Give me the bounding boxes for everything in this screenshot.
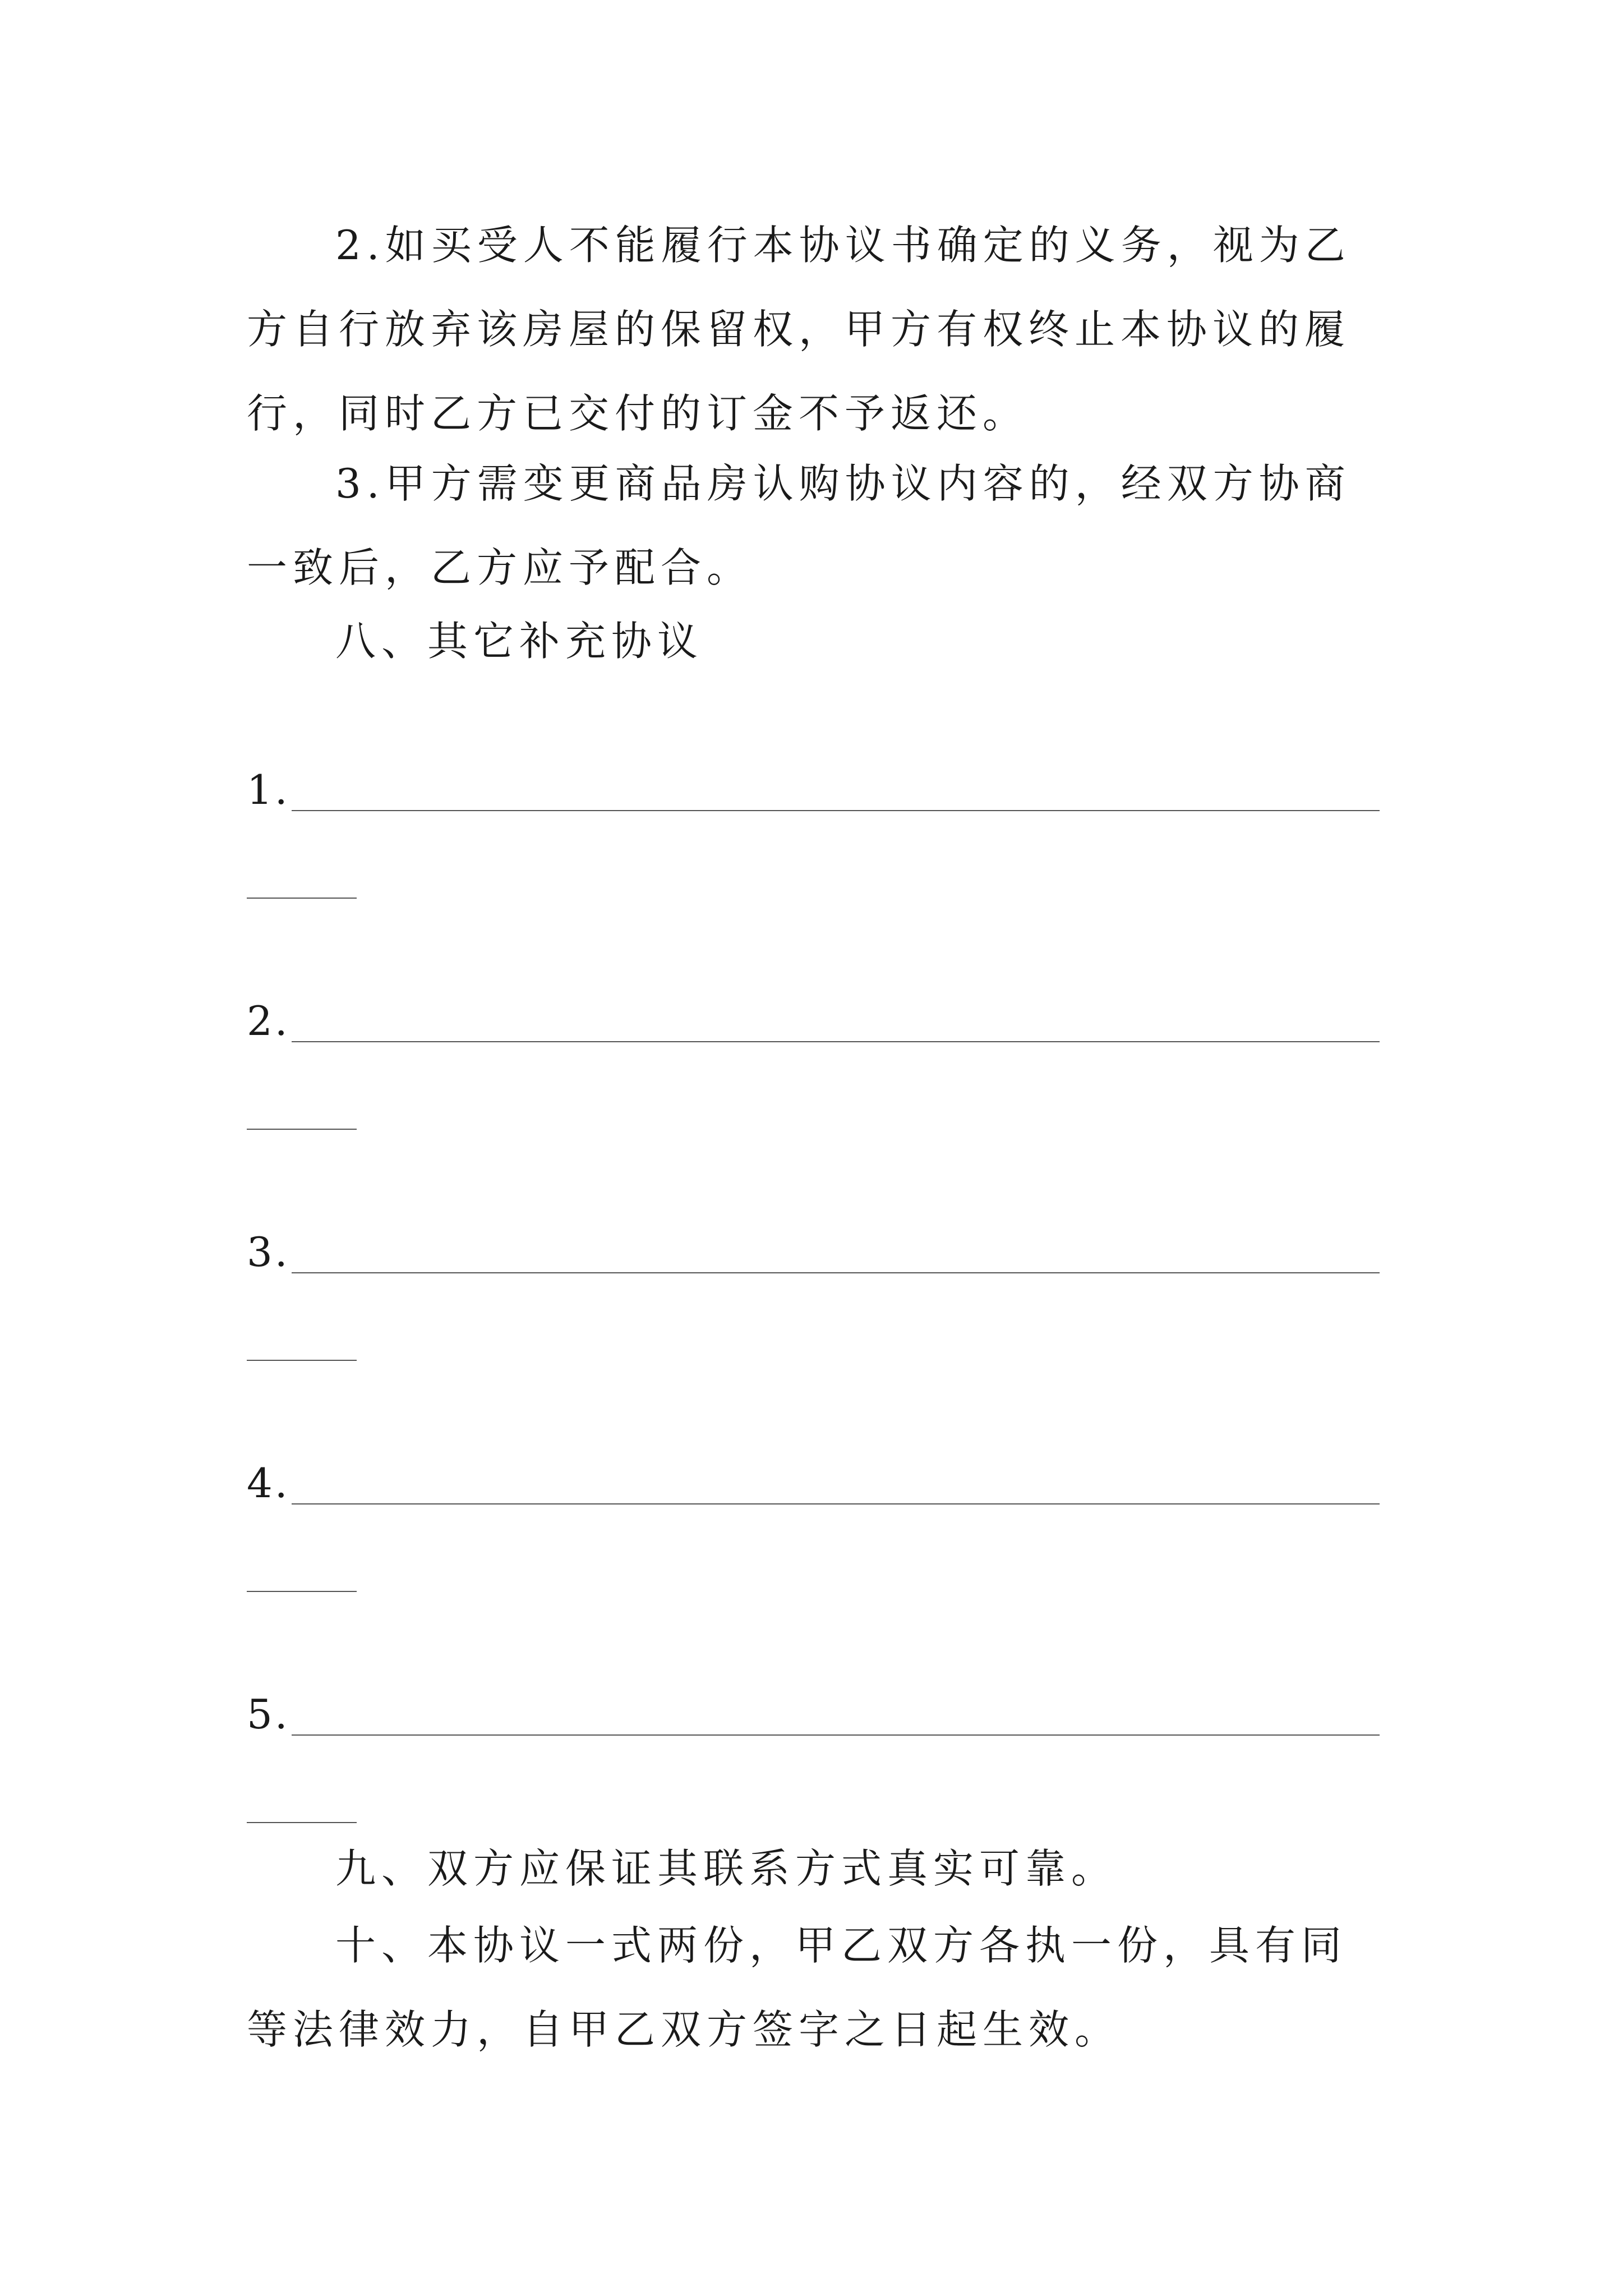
fill-in-line [292, 810, 1380, 811]
fill-in-line [292, 1734, 1380, 1736]
supplementary-item-number: 5. [247, 1691, 290, 1738]
section-10-paragraph: 十、本协议一式两份，甲乙双方各执一份，具有同等法律效力，自甲乙双方签字之日起生效。 [247, 1922, 1348, 2053]
fill-in-line [292, 1272, 1380, 1273]
supplementary-item [247, 993, 1368, 1139]
section-9-paragraph: 九、双方应保证其联系方式真实可靠。 [335, 1845, 1118, 1892]
fill-in-line-continuation [247, 1129, 357, 1130]
supplementary-item [247, 1455, 1368, 1601]
clause-3-paragraph: 3.甲方需变更商品房认购协议内容的，经双方协商一致后，乙方应予配合。 [247, 460, 1351, 591]
supplementary-item-number: 4. [247, 1460, 290, 1507]
supplementary-item-number: 3. [247, 1228, 290, 1276]
supplementary-item-number: 2. [247, 997, 290, 1045]
fill-in-line [292, 1503, 1380, 1504]
fill-in-line-continuation [247, 1822, 357, 1823]
clause-2-paragraph: 2.如买受人不能履行本协议书确定的义务，视为乙方自行放弃该房屋的保留权，甲方有权终止本协议的履行，同时乙方已交付的订金不予返还。 [247, 222, 1351, 437]
supplementary-item [247, 762, 1368, 908]
supplementary-item [247, 1686, 1368, 1832]
supplementary-item-number: 1. [247, 766, 290, 813]
section-8-heading: 八、其它补充协议 [335, 618, 704, 665]
supplementary-item [247, 1224, 1368, 1370]
fill-in-line-continuation [247, 1360, 357, 1361]
fill-in-line-continuation [247, 1591, 357, 1592]
fill-in-line [292, 1041, 1380, 1042]
fill-in-line-continuation [247, 898, 357, 899]
